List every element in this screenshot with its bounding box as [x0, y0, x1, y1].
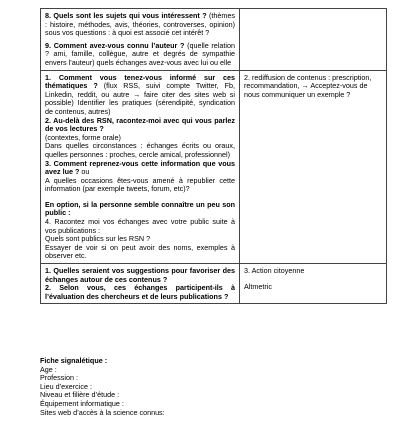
table-cell-right — [240, 70, 387, 263]
fiche-field: Niveau et filière d’étude : — [40, 390, 120, 400]
cell-note: Altmetric — [244, 281, 272, 291]
question-block — [45, 160, 235, 177]
question-block — [45, 12, 235, 38]
question-text: A quelles occasions êtes-vous amené à republier cette information (par exemple tweets, forum, etc)? — [45, 175, 235, 194]
table-row — [41, 70, 387, 263]
fiche-title: Fiche signalétique : — [40, 356, 108, 365]
fiche-field: Équipement informatique : — [40, 398, 124, 408]
question-text: (quelle relation ? ami, famille, collègue, autre et degrés de sympathie envers l’auteur) quels échanges avez-vous avec lui ou elle — [45, 40, 235, 67]
fiche-field: Age : — [40, 364, 57, 374]
question-text: (thèmes : histoire, méthodes, avis, théories, controverses, opinion) sous vos questions : à quoi est associé cet intérêt ? — [45, 11, 235, 38]
table-row — [41, 9, 387, 71]
fiche-field: Profession : — [40, 373, 78, 383]
question-text: ou — [79, 167, 90, 177]
interview-guide-table — [40, 8, 387, 304]
question-heading: 2. Au-delà des RSN, racontez-moi avec qui vous parlez de vos lectures ? — [45, 115, 235, 134]
question-heading: 2. Selon vous, ces échanges participent-ils à l’évaluation des chercheurs et de leurs publications ? — [45, 283, 235, 301]
question-heading: 3. Comment reprenez-vous cette information que vous avez lue ? — [45, 158, 235, 177]
fiche-field: Sites web d’accès à la science connus: — [40, 407, 165, 417]
table-cell-right — [240, 264, 387, 304]
cell-note: 3. Action citoyenne — [244, 266, 305, 276]
table-cell-left — [41, 9, 240, 71]
question-heading: 9. Comment avez-vous connu l’auteur ? — [45, 40, 185, 50]
question-text: (contextes, forme orale) — [45, 132, 121, 142]
option-heading: En option, si la personne semble connaître un peu son public : — [45, 199, 235, 218]
cell-note: 2. rediffusion de contenus : prescription, recommandation, → Acceptez-vous de nous communiquer un exemple ? — [244, 72, 372, 99]
fiche-signaletique — [40, 357, 380, 417]
fiche-field: Lieu d’exercice : — [40, 381, 92, 391]
question-heading: 1. Quelles seraient vos suggestions pour favoriser des échanges autour de ces contenus ? — [45, 266, 235, 284]
question-text: Essayer de voir si on peut avoir des noms, exemples à observer etc. — [45, 242, 235, 261]
table-cell-left — [41, 264, 240, 304]
question-heading: 8. Quels sont les sujets qui vous intéressent ? — [45, 11, 207, 20]
question-heading: 1. Comment vous tenez-vous informé sur ces thématiques ? — [45, 72, 235, 91]
question-text: 4. Racontez moi vos échanges avec votre public suite à vos publications : — [45, 217, 235, 235]
table-cell-right — [240, 9, 387, 71]
question-block — [45, 42, 235, 68]
question-text: Dans quelles circonstances : échanges écrits ou oraux, quelles personnes : proches, cercle amical, professionnel) — [45, 141, 235, 159]
question-text: Quels sont publics sur les RSN ? — [45, 234, 151, 244]
question-block — [45, 74, 235, 117]
question-text: (flux RSS, suivi compte Twitter, Fb, Linkedin, reddit, ou autre → faire citer des sites web si possible) Identifier les pratiques (sérendipité, syndication de contenus, autres) — [45, 81, 235, 116]
table-row — [41, 264, 387, 304]
table-cell-left — [41, 70, 240, 263]
